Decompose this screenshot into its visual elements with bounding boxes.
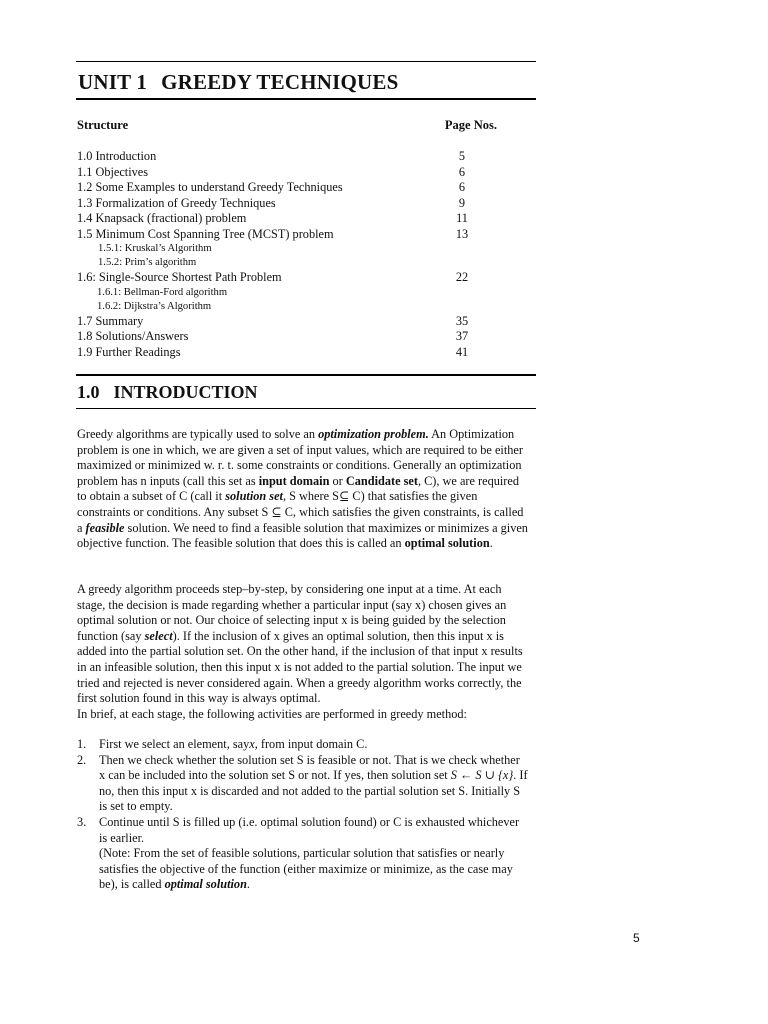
emph-input-domain: input domain	[258, 473, 330, 488]
top-rule	[76, 61, 536, 62]
toc-item	[77, 227, 477, 243]
toc-item-page: 6	[458, 164, 466, 179]
toc-item-page: 37	[455, 329, 469, 343]
toc-item-label: 1.6: Single-Source Shortest Path Problem	[77, 270, 282, 284]
toc-item	[77, 270, 477, 286]
toc-item	[77, 300, 477, 314]
toc-item-page: 13	[455, 226, 469, 241]
toc-item-label: 1.7 Summary	[77, 313, 144, 328]
unit-title: UNIT 1 GREEDY TECHNIQUES	[78, 70, 399, 94]
toc-item	[77, 211, 477, 227]
toc-item-page: 35	[455, 313, 469, 328]
toc-item-label: 1.4 Knapsack (fractional) problem	[77, 211, 247, 225]
toc-item-page: 6	[458, 180, 466, 194]
toc-item-page: 41	[455, 344, 469, 359]
toc-item-page: 9	[458, 195, 466, 210]
toc-item	[77, 256, 477, 270]
toc-item-label: 1.0 Introduction	[77, 149, 157, 163]
unit-title-underline	[76, 98, 536, 100]
emph-optimization-problem: optimization problem.	[318, 427, 429, 441]
toc-item-label: 1.8 Solutions/Answers	[77, 329, 189, 343]
emph-candidate-set: Candidate set	[345, 473, 418, 488]
section-title: 1.0 INTRODUCTION	[77, 382, 258, 402]
toc-item	[77, 314, 477, 330]
emph-feasible: feasible	[85, 520, 125, 535]
toc-item	[77, 165, 477, 181]
page-number: 5	[633, 931, 640, 945]
greedy-steps-list	[77, 737, 529, 893]
toc-item	[77, 196, 477, 212]
toc-item-label: 1.3 Formalization of Greedy Techniques	[77, 195, 276, 210]
emph-optimal-solution-note: optimal solution	[164, 877, 247, 892]
toc-item-label: 1.5.1: Kruskal’s Algorithm	[98, 243, 212, 254]
emph-select: select	[144, 628, 173, 643]
emph-optimal-solution: optimal solution	[404, 536, 490, 551]
toc-item-label: 1.1 Objectives	[77, 164, 149, 179]
emph-solution-set: solution set	[225, 489, 283, 504]
toc-item	[77, 345, 477, 361]
intro-paragraph-1: Greedy algorithms are typically used to solve an optimization problem. An Optimization problem is one in which, we are given a set of input values, which are required to be either maximized or minimized w. r. t. some constraints or conditions. Generally an optimization problem has n inputs (call this set as input domain or Candidate set, C), we are required to obtain a subset of C (call it solution set, S where S⊆ C) that satisfies the given constraints or conditions. Any subset S ⊆ C, which satisfies the given constraints, is called a feasible solution. We need to find a feasible solution that maximizes or minimizes a given objective function. The feasible solution that does this is called an optimal solution.	[77, 427, 528, 551]
section-bottom-rule	[76, 408, 536, 409]
toc-item-page: 5	[458, 149, 466, 163]
toc-item	[77, 286, 477, 300]
page-nos-heading: Page Nos.	[444, 118, 497, 132]
structure-heading: Structure	[77, 118, 129, 132]
list-item: 3. Continue until S is filled up (i.e. optimal solution found) or C is exhausted whichever is earlier. (Note: From the set of feasible solutions, particular solution that satisfies or nearly satisfies the objective of the function (either maximize or minimize, as the case may be), is called optimal solution.	[77, 814, 520, 892]
structure-header	[77, 118, 497, 133]
toc-item-page: 11	[456, 211, 468, 225]
toc-item-label: 1.9 Further Readings	[77, 344, 181, 359]
toc-item-label: 1.6.1: Bellman-Ford algorithm	[97, 286, 228, 298]
list-item: 2. Then we check whether the solution set S is feasible or not. That is we check whether x can be included into the solution set S or not. If yes, then solution set S ← S ∪ {x}. If no, then this input x is discarded and not added to the partial solution set S. Initially S is set to empty.	[77, 752, 528, 814]
toc-item-label: 1.2 Some Examples to understand Greedy Techniques	[77, 180, 343, 194]
toc-item	[77, 149, 477, 165]
list-item: 1. First we select an element, sayx, from input domain C.	[77, 737, 368, 751]
toc-item-page: 22	[455, 270, 469, 284]
toc-item-label: 1.6.2: Dijkstra’s Algorithm	[97, 300, 212, 312]
toc-item	[77, 242, 477, 256]
table-of-contents	[77, 149, 477, 360]
toc-item	[77, 329, 477, 345]
intro-paragraph-2: A greedy algorithm proceeds step–by-step, by considering one input at a time. At each stage, the decision is made regarding whether a particular input (say x) chosen gives an optimal solution or not. Our choice of selecting input x is being guided by the selection function (say select). If the inclusion of x gives an optimal solution, then this input x is added into the partial solution set. On the other hand, if the inclusion of that input x results in an infeasible solution, then this input x is not added to the partial solution. The input we tried and rejected is never considered again. When a greedy algorithm works correctly, the first solution found in this way is always optimal. In brief, at each stage, the following activities are performed in greedy method:	[77, 582, 523, 721]
toc-item	[77, 180, 477, 196]
toc-item-label: 1.5 Minimum Cost Spanning Tree (MCST) problem	[77, 226, 334, 241]
section-top-rule	[76, 374, 536, 376]
toc-item-label: 1.5.2: Prim’s algorithm	[98, 257, 197, 268]
